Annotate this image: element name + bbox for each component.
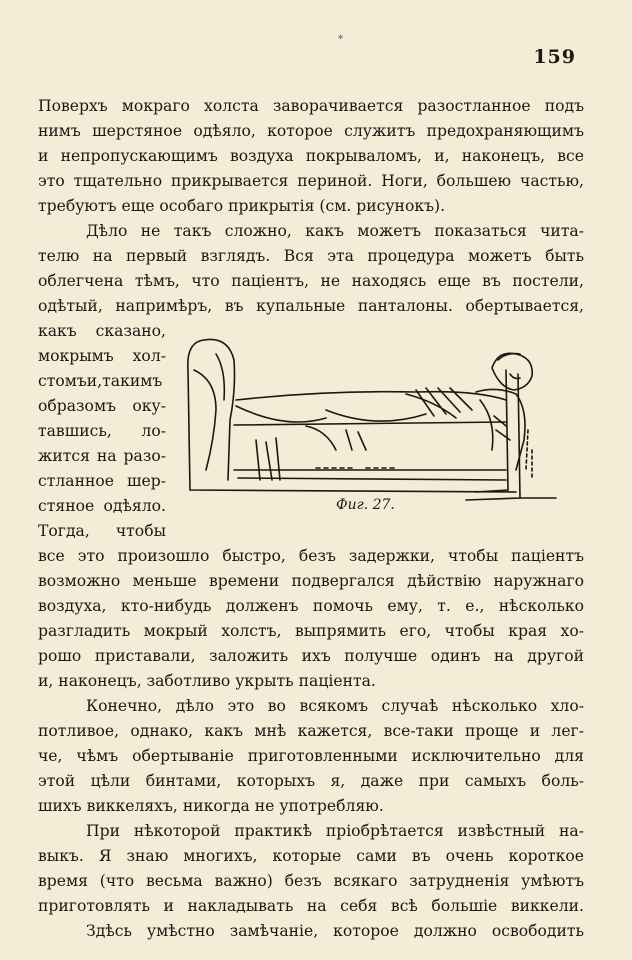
side-line: стомъи,такимъ	[38, 372, 163, 390]
paragraph-start: Конечно, дѣло это во всякомъ случаѣ нѣсколько хло-	[86, 697, 584, 715]
text-line: шихъ виккеляхъ, никогда не употребляю.	[38, 797, 384, 815]
text-line: этой цѣли бинтами, которыхъ я, даже при самыхъ боль-	[38, 772, 584, 790]
figure-caption: Фиг. 27.	[336, 497, 395, 513]
side-line: мокрымъ хол-	[38, 347, 166, 365]
text-line: возможно меньше времени подвергался дѣйствію наружнаго	[38, 572, 584, 590]
text-line: выкъ. Я знаю многихъ, которые сами въ очень короткое	[38, 847, 584, 865]
text-line: нимъ шерстяное одѣяло, которое служитъ предохраняющимъ	[38, 122, 584, 140]
figure-wrapped-patient	[176, 330, 576, 520]
side-line: образомъ оку-	[38, 397, 166, 415]
side-line: Тогда, чтобы	[38, 522, 166, 540]
margin-mark: *	[338, 34, 343, 45]
text-line: время (что весьма важно) безъ всякаго затрудненія умѣютъ	[38, 872, 584, 890]
side-line: жится на разо-	[38, 447, 166, 465]
text-line: это тщательно прикрывается периной. Ноги, большею частью,	[38, 172, 584, 190]
text-line: телю на первый взглядъ. Вся эта процедура можетъ быть	[38, 247, 584, 265]
side-line: стланное шер-	[38, 472, 166, 490]
text-line: приготовлять и накладывать на себя всѣ большіе виккели.	[38, 897, 584, 915]
text-line: воздуха, кто-нибудь долженъ помочь ему, т. е., нѣсколько	[38, 597, 584, 615]
text-line: и, наконецъ, заботливо укрыть паціента.	[38, 672, 376, 690]
paragraph-start: Здѣсь умѣстно замѣчаніе, которое должно освободить	[86, 922, 584, 940]
side-line: стяное одѣяло.	[38, 497, 166, 515]
paragraph-start: При нѣкоторой практикѣ пріобрѣтается извѣстный на-	[86, 822, 584, 840]
text-line: и непропускающимъ воздуха покрываломъ, и, наконецъ, все	[38, 147, 584, 165]
text-line: одѣтый, напримѣръ, въ купальные панталоны. обертывается,	[38, 297, 584, 315]
text-line: потливое, однако, какъ мнѣ кажется, все-таки проще и лег-	[38, 722, 584, 740]
text-line: че, чѣмъ обертываніе приготовленными исключительно для	[38, 747, 584, 765]
side-line: тавшись, ло-	[38, 422, 166, 440]
side-line: какъ сказано,	[38, 322, 166, 340]
text-line: рошо приставали, заложить ихъ получше одинъ на другой	[38, 647, 584, 665]
text-line: требуютъ еще особаго прикрытія (см. рисунокъ).	[38, 197, 446, 215]
text-line: облегчена тѣмъ, что паціентъ, не находясь еще въ постели,	[38, 272, 584, 290]
page-number: 159	[533, 46, 576, 68]
paragraph-start: Дѣло не такъ сложно, какъ можетъ показаться чита-	[86, 222, 584, 240]
text-line: все это произошло быстро, безъ задержки, чтобы паціентъ	[38, 547, 584, 565]
text-line: Поверхъ мокраго холста заворачивается разостланное подъ	[38, 97, 584, 115]
text-line: разгладить мокрый холстъ, выпрямить его, чтобы края хо-	[38, 622, 584, 640]
